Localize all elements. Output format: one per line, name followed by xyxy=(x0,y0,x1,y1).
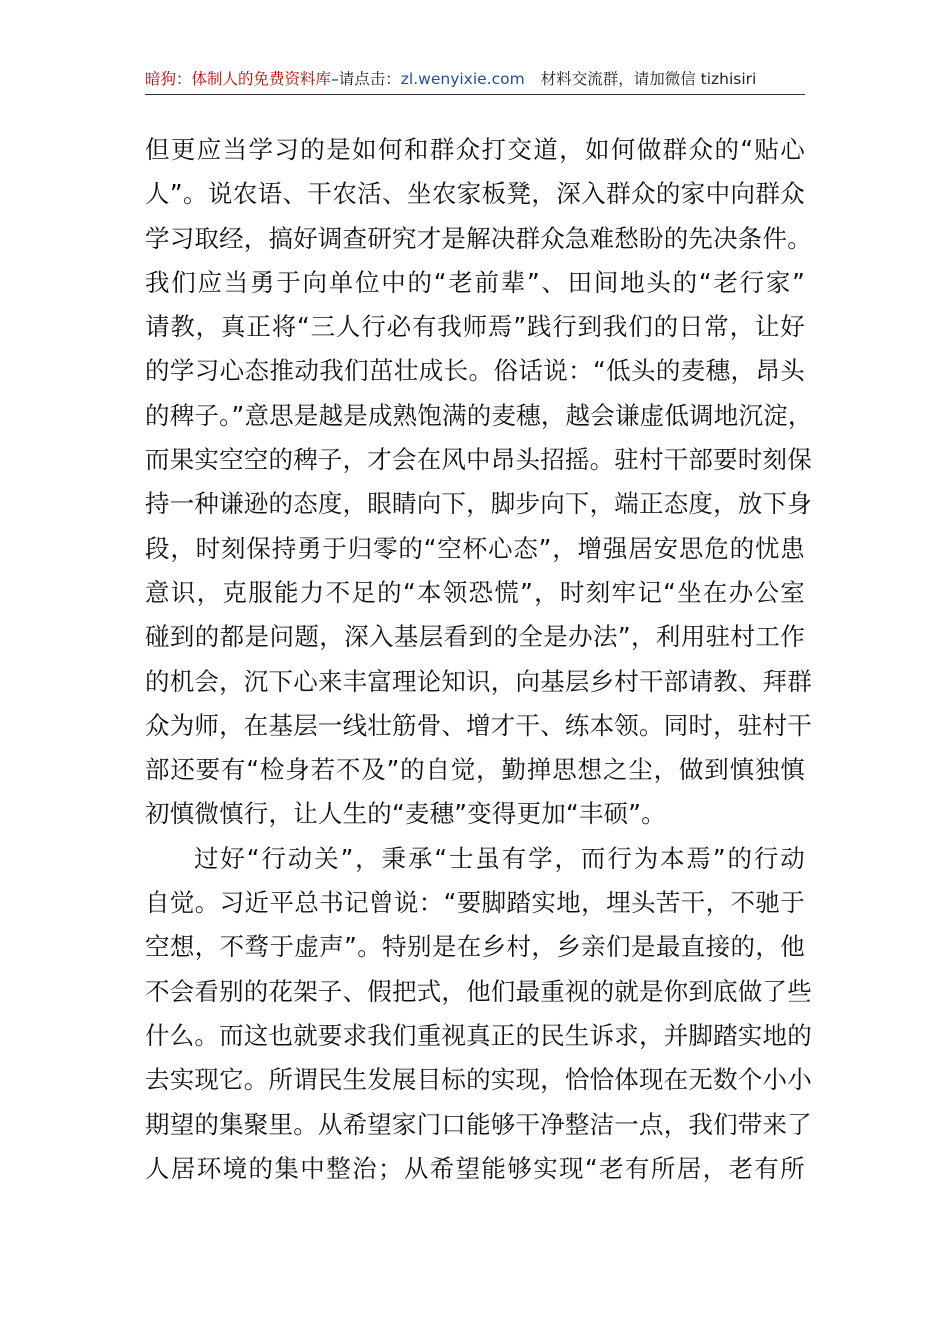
text-line: 期望的集聚里。从希望家门口能够干净整洁一点，我们带来了 xyxy=(145,1109,812,1139)
text-line: 学习取经，搞好调查研究才是解决群众急难愁盼的先决条件。 xyxy=(145,223,812,253)
text-line: 碰到的都是问题，深入基层看到的全是办法”，利用驻村工作 xyxy=(145,622,805,652)
text-line: 过好“行动关”，秉承“士虽有学，而行为本焉”的行动 xyxy=(194,843,805,873)
header-link[interactable]: zl.wenyixie.com xyxy=(400,70,525,88)
text-line: 段，时刻保持勇于归零的“空杯心态”，增强居安思危的忧患 xyxy=(145,533,805,563)
text-line: 不会看别的花架子、假把式，他们最重视的就是你到底做了些 xyxy=(145,976,812,1006)
text-line: 自觉。习近平总书记曾说：“要脚踏实地，埋头苦干，不驰于 xyxy=(145,888,805,918)
text-line: 但更应当学习的是如何和群众打交道，如何做群众的“贴心 xyxy=(145,135,805,164)
text-line: 的稗子。”意思是越是成熟饱满的麦穗，越会谦虚低调地沉淀， xyxy=(145,400,813,430)
text-line: 人居环境的集中整治；从希望能够实现“老有所居，老有所 xyxy=(145,1153,805,1183)
text-line: 部还要有“检身若不及”的自觉，勤掸思想之尘，做到慎独慎 xyxy=(145,755,805,785)
text-line: 意识，克服能力不足的“本领恐慌”，时刻牢记“坐在办公室 xyxy=(145,577,805,607)
text-line: 去实现它。所谓民生发展目标的实现，恰恰体现在无数个小小 xyxy=(145,1065,812,1095)
header-click-prefix: –请点击： xyxy=(331,70,401,88)
header-contact: 材料交流群，请加微信 tizhisiri xyxy=(540,70,757,88)
text-line: 而果实空空的稗子，才会在风中昂头招摇。驻村干部要时刻保 xyxy=(145,445,812,475)
text-line: 众为师，在基层一线壮筋骨、增才干、练本领。同时，驻村干 xyxy=(145,710,812,740)
text-line: 的学习心态推动我们茁壮成长。俗话说：“低头的麦穗，昂头 xyxy=(145,356,805,386)
text-line: 持一种谦逊的态度，眼睛向下，脚步向下，端正态度，放下身 xyxy=(145,489,812,519)
text-line: 什么。而这也就要求我们重视真正的民生诉求，并脚踏实地的 xyxy=(145,1020,812,1050)
text-line: 我们应当勇于向单位中的“老前辈”、田间地头的“老行家” xyxy=(145,267,805,297)
text-line: 请教，真正将“三人行必有我师焉”践行到我们的日常，让好 xyxy=(145,312,805,342)
page-header xyxy=(145,64,805,95)
text-line: 人”。说农语、干农活、坐农家板凳，深入群众的家中向群众 xyxy=(145,179,805,209)
text-line: 空想，不骛于虚声”。特别是在乡村，乡亲们是最直接的，他 xyxy=(145,932,805,962)
paragraph xyxy=(145,128,813,837)
header-brand: 暗狗：体制人的免费资料库 xyxy=(145,70,332,88)
paragraph xyxy=(145,837,812,1191)
text-line: 初慎微慎行，让人生的“麦穗”变得更加“丰硕”。 xyxy=(145,799,666,829)
text-line: 的机会，沉下心来丰富理论知识，向基层乡村干部请教、拜群 xyxy=(145,666,812,696)
document-body xyxy=(145,128,813,1191)
